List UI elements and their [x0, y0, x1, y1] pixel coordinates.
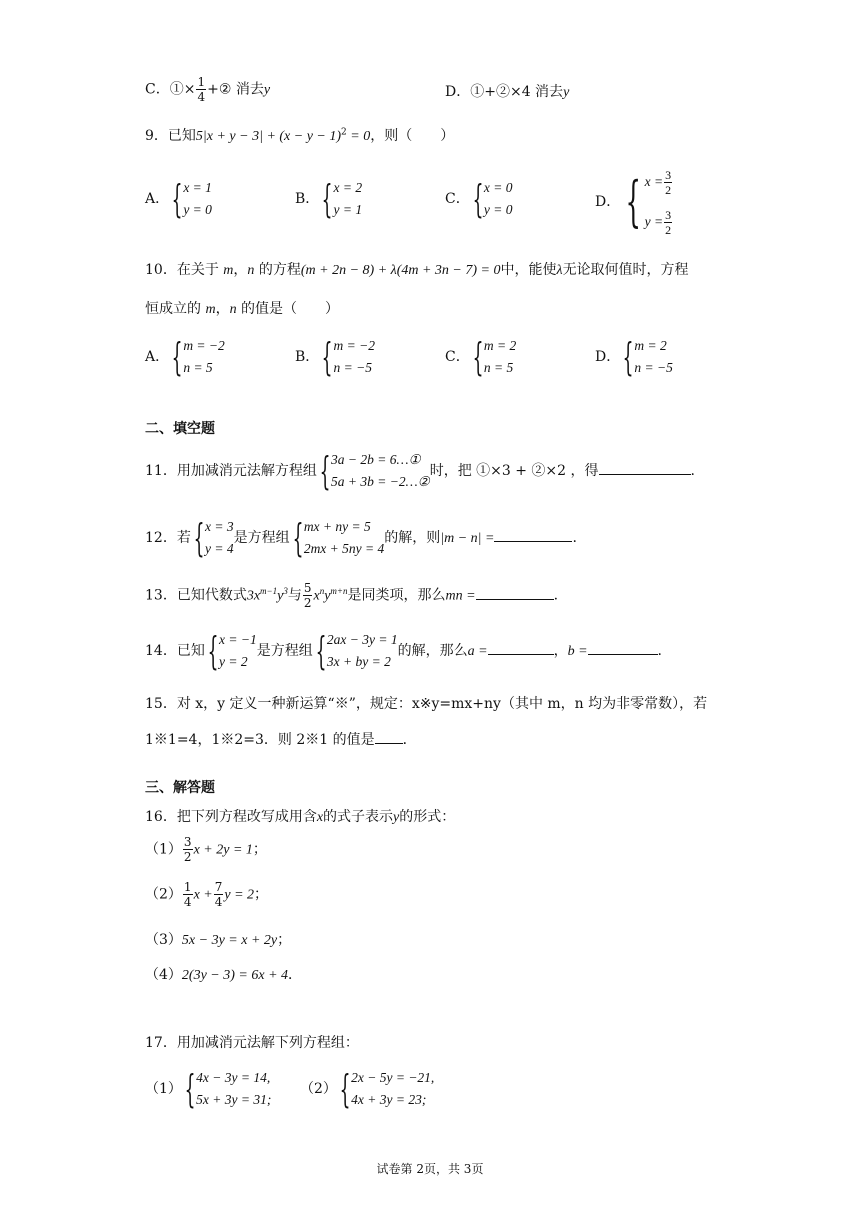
question-number: 13． [145, 587, 177, 604]
option-label: B． [295, 191, 320, 207]
numerator: 3 [665, 208, 672, 223]
punctuation: . [553, 587, 559, 604]
q11 [145, 449, 695, 493]
punctuation: ， [233, 262, 248, 278]
option-label: D． [595, 194, 621, 210]
q9-option-b [295, 177, 362, 221]
question-text: 的值是（ ） [241, 301, 340, 317]
equation-system [169, 177, 212, 221]
q9-stem [145, 125, 454, 145]
equation-system [470, 177, 513, 221]
equation-system [620, 335, 673, 379]
equation-system [337, 1067, 434, 1111]
punctuation: . [657, 643, 662, 659]
variable: m [223, 263, 234, 278]
question-text: 已知代数式 [176, 587, 247, 604]
q16-item-4 [145, 964, 302, 984]
brace: { [472, 177, 484, 221]
answer-blank[interactable] [599, 460, 691, 475]
option-label: A． [145, 191, 170, 207]
brace: { [622, 335, 634, 379]
question-text: 用加减消元法解下列方程组： [176, 1035, 359, 1051]
fraction [196, 76, 206, 103]
equation-system [290, 516, 385, 560]
equation-system [169, 335, 225, 379]
brace: { [321, 177, 333, 221]
q16-item-2 [145, 881, 268, 908]
item-label: （4） [145, 967, 182, 983]
question-number: 14． [145, 643, 177, 659]
q15-line2 [145, 729, 417, 749]
system-row: 5x + 3y = 31; [196, 1092, 272, 1107]
question-text: 的解，则 [384, 530, 441, 546]
system-row: n = −5 [634, 360, 673, 375]
item-label: （1） [145, 1081, 182, 1097]
equation-system [317, 449, 430, 493]
question-text: 的方程 [258, 262, 301, 278]
system-row: 5a + 3b = −2…② [331, 474, 430, 489]
system-row: x = 2 [333, 180, 363, 195]
system-row [645, 162, 673, 202]
equation: (m + 2n − 8) + λ(4m + 3n − 7) = 0 [300, 263, 501, 278]
system-row: m = 2 [634, 338, 667, 353]
option-label: D． [595, 349, 621, 365]
system-row: 2ax − 3y = 1 [326, 632, 398, 647]
equation: y = 2 [224, 887, 255, 903]
q8-option-c [145, 76, 270, 103]
equation: x + [193, 887, 213, 903]
q14 [145, 629, 662, 673]
q9-option-d [595, 162, 673, 242]
brace: { [193, 516, 205, 560]
question-text: 中，能使 [500, 262, 557, 278]
exponent: n [319, 585, 325, 596]
page-footer: 试卷第 2页，共 3页 [376, 1162, 484, 1176]
equation-system [319, 335, 375, 379]
variable: y [263, 82, 271, 98]
system-row: x = 0 [483, 180, 513, 195]
option-label: A． [145, 349, 170, 365]
question-text: 的解，那么 [397, 643, 468, 659]
brace: { [625, 170, 642, 233]
expression: y [277, 588, 284, 604]
variable: n [247, 263, 255, 278]
brace: { [472, 335, 484, 379]
q16-item-1 [145, 836, 267, 863]
exponent: m−1 [260, 585, 278, 596]
system-row [645, 202, 673, 242]
exponent: 2 [341, 127, 347, 138]
question-text: 是方程组 [256, 643, 313, 659]
question-text: 时，把 ①×3 + ②×2 ，得 [429, 463, 599, 479]
expression: x [313, 588, 320, 604]
item-label: （2） [145, 886, 182, 903]
expression: b = [567, 644, 588, 659]
item-label: （3） [145, 932, 182, 948]
q17-stem [145, 1032, 359, 1052]
equation-system [319, 177, 362, 221]
punctuation: ； [254, 886, 269, 903]
system-row: mx + ny = 5 [303, 519, 371, 534]
variable: m [205, 302, 216, 317]
numerator: 1 [197, 75, 206, 89]
option-label: C． [445, 191, 470, 207]
expression: a = [467, 644, 488, 659]
brace: { [315, 629, 327, 673]
denominator: 4 [183, 895, 192, 909]
numerator: 5 [303, 581, 312, 595]
answer-blank-a[interactable] [488, 640, 554, 655]
item-label: （2） [300, 1081, 337, 1097]
system-row: y = 1 [333, 202, 363, 217]
variable: x [316, 810, 324, 825]
exponent: 3 [283, 585, 288, 596]
punctuation: ， [553, 643, 568, 659]
question-number: 11． [145, 463, 177, 479]
answer-blank[interactable] [375, 729, 403, 744]
question-number: 9． [145, 128, 168, 144]
denominator: 2 [183, 850, 192, 864]
variable: n [229, 302, 237, 317]
q16-item-3 [145, 929, 291, 949]
question-text: 无论取何值时，方程 [562, 262, 689, 278]
equation-system [191, 516, 234, 560]
option-label: D． [445, 84, 471, 100]
system-row: n = 5 [483, 360, 514, 375]
question-text: 恒成立的 [145, 301, 201, 317]
system-row: y = 0 [183, 202, 212, 217]
question-number: 15． [145, 696, 177, 712]
numerator: 1 [183, 880, 192, 894]
system-row: n = 5 [183, 360, 213, 375]
system-row: 3a − 2b = 6…① [331, 452, 421, 467]
equation-system [620, 162, 673, 242]
system-row: x = 3 [205, 519, 234, 534]
brace: { [171, 335, 183, 379]
brace: { [171, 177, 183, 221]
fraction [183, 836, 193, 863]
brace: { [184, 1067, 196, 1111]
system-row: 4x + 3y = 23; [351, 1092, 427, 1107]
option-label: C． [145, 81, 170, 98]
system-row: y = 2 [219, 654, 248, 669]
q12 [145, 516, 577, 560]
option-text: ①+②×4 消去 [470, 84, 564, 100]
punctuation: ； [277, 932, 292, 948]
expression: mn = [445, 588, 476, 604]
answer-blank[interactable] [494, 527, 572, 542]
brace: { [207, 629, 219, 673]
q10-option-b [295, 335, 375, 379]
question-number: 16． [145, 809, 177, 825]
numerator: 3 [183, 835, 192, 849]
punctuation: ； [252, 841, 267, 858]
variable: y [563, 85, 570, 100]
punctuation: ， [215, 301, 230, 317]
system-row: n = −5 [333, 360, 372, 375]
q10-option-d [595, 335, 673, 379]
option-text: ①× [169, 81, 196, 98]
variable: y = [644, 214, 664, 229]
numerator: 7 [214, 880, 223, 894]
system-row: 2x − 5y = −21, [351, 1070, 435, 1085]
question-text: 与 [287, 587, 302, 604]
question-text: 把下列方程改写成用含 [176, 809, 317, 825]
punctuation: . [572, 530, 577, 546]
q9-option-c [445, 177, 513, 221]
q17-item-1 [145, 1067, 271, 1111]
system-row: 2mx + 5ny = 4 [303, 541, 385, 556]
option-label: C． [445, 349, 470, 365]
q16-stem [145, 806, 455, 826]
expression: y [324, 588, 331, 604]
variable: λ [556, 263, 563, 278]
punctuation: ． [402, 732, 417, 748]
numerator: 3 [665, 168, 672, 183]
denominator: 2 [665, 223, 672, 238]
variable: y [393, 810, 400, 825]
q15-line1 [145, 693, 707, 713]
denominator: 2 [303, 596, 312, 610]
q10-stem-line1 [145, 259, 689, 279]
system-row: y = 0 [483, 202, 513, 217]
question-text: 已知 [176, 643, 205, 659]
q10-stem-line2 [145, 298, 339, 318]
answer-blank[interactable] [476, 585, 554, 600]
section-heading: 二、填空题 [145, 421, 215, 437]
punctuation: . [690, 463, 695, 479]
fraction [303, 582, 313, 609]
equation-system [470, 335, 517, 379]
question-text: 1※1=4，1※2=3．则 2※1 的值是 [145, 732, 375, 748]
q17-item-2 [300, 1067, 434, 1111]
item-label: （1） [145, 841, 182, 858]
system-row: y = 4 [205, 541, 234, 556]
question-text: 的式子表示 [323, 809, 394, 825]
option-text: +② 消去 [207, 81, 264, 98]
equation-system [313, 629, 398, 673]
fraction [214, 881, 224, 908]
question-number: 10． [145, 262, 177, 278]
variable: x = [644, 174, 664, 189]
denominator: 4 [214, 895, 223, 909]
fraction [183, 881, 193, 908]
punctuation: ． [288, 967, 303, 983]
equation: 5|x + y − 3| + (x − y − 1) [195, 129, 342, 144]
brace: { [321, 335, 333, 379]
equation: 5x − 3y = x + 2y [181, 933, 278, 948]
brace: { [292, 516, 304, 560]
section-heading: 三、解答题 [145, 780, 215, 796]
question-number: 12． [145, 530, 177, 546]
expression: |m − n| = [440, 531, 495, 546]
system-row: m = −2 [183, 338, 225, 353]
system-row: 4x − 3y = 14, [196, 1070, 271, 1085]
system-row: m = 2 [483, 338, 517, 353]
q13 [145, 582, 558, 609]
system-row: m = −2 [333, 338, 375, 353]
equation: = 0 [346, 129, 371, 144]
question-text: 对 x，y 定义一种新运算“※”，规定：x※y=mx+ny（其中 m，n 均为非零常数），若 [176, 696, 708, 712]
fraction [664, 209, 672, 236]
question-number: 17． [145, 1035, 177, 1051]
equation: x + 2y = 1 [193, 842, 253, 858]
question-text: 是方程组 [233, 530, 290, 546]
exponent: m+n [330, 585, 348, 596]
question-text: 的形式： [399, 809, 456, 825]
system-row: x = 1 [183, 180, 212, 195]
q10-option-c [445, 335, 516, 379]
brace: { [339, 1067, 351, 1111]
equation-system [205, 629, 257, 673]
question-text: 在关于 [176, 262, 219, 278]
expression: 3x [246, 588, 261, 604]
q8-option-d [445, 81, 569, 101]
question-text: 若 [176, 530, 191, 546]
question-text: 用加减消元法解方程组 [176, 463, 317, 479]
system-row: x = −1 [219, 632, 257, 647]
denominator: 2 [665, 183, 672, 198]
equation-system [182, 1067, 271, 1111]
question-text: 已知 [167, 128, 196, 144]
denominator: 4 [197, 90, 206, 104]
brace: { [319, 449, 331, 493]
q10-option-a [145, 335, 225, 379]
system-row: 3x + by = 2 [326, 654, 391, 669]
equation: 2(3y − 3) = 6x + 4 [181, 968, 289, 983]
question-text: ，则（ ） [370, 128, 455, 144]
answer-blank-b[interactable] [588, 640, 658, 655]
question-text: 是同类项，那么 [347, 587, 446, 604]
fraction [664, 169, 672, 196]
q9-option-a [145, 177, 212, 221]
option-label: B． [295, 349, 320, 365]
